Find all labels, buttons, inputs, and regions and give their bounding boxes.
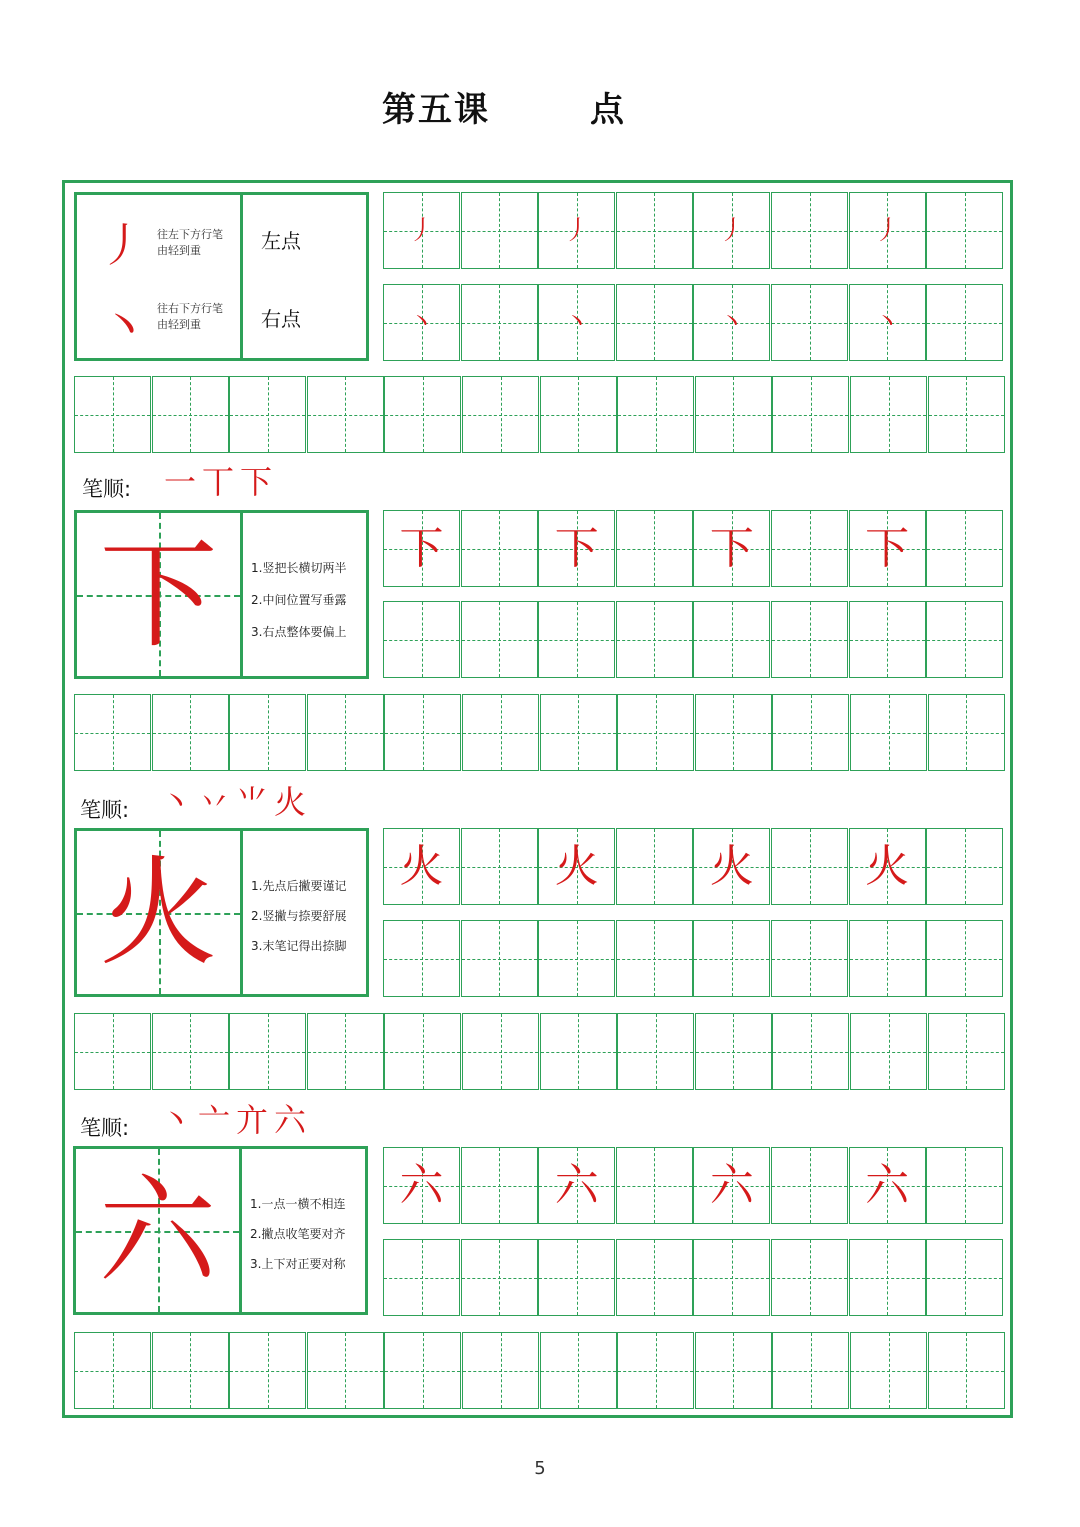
practice-grid-row	[74, 694, 1005, 771]
page-number: 5	[534, 1458, 546, 1479]
practice-cell[interactable]	[462, 1332, 539, 1409]
practice-cell[interactable]	[693, 284, 770, 361]
practice-cell[interactable]	[616, 920, 693, 997]
practice-cell[interactable]	[462, 1013, 539, 1090]
practice-cell[interactable]	[693, 510, 770, 587]
practice-cell[interactable]	[383, 920, 460, 997]
stroke-demo-box	[74, 192, 243, 361]
trace-character: 下	[554, 522, 599, 574]
practice-cell[interactable]	[772, 694, 849, 771]
practice-cell[interactable]	[849, 601, 926, 678]
tip-huo-3: 3.末笔记得出捺脚	[251, 939, 347, 953]
bishun-steps-xia: 一丅下	[164, 463, 279, 501]
practice-cell[interactable]	[74, 1013, 151, 1090]
bishun-label-xia: 笔顺:	[82, 477, 132, 501]
practice-cell[interactable]	[771, 510, 848, 587]
practice-cell[interactable]	[849, 510, 926, 587]
practice-cell[interactable]	[926, 920, 1003, 997]
trace-character: 丿	[718, 215, 745, 246]
hint-left-line1: 往左下方行笔	[157, 228, 223, 241]
practice-cell[interactable]	[928, 1332, 1005, 1409]
practice-grid-row	[383, 601, 1004, 678]
practice-grid-row	[74, 376, 1005, 453]
practice-cell[interactable]	[384, 1013, 461, 1090]
tip-liu-1: 1.一点一横不相连	[250, 1197, 346, 1211]
stroke-name-right: 右点	[261, 307, 301, 331]
practice-cell[interactable]	[926, 510, 1003, 587]
practice-cell[interactable]	[771, 1239, 848, 1316]
trace-character: 丿	[563, 215, 590, 246]
practice-cell[interactable]	[616, 192, 693, 269]
trace-character: 火	[554, 840, 599, 892]
practice-cell[interactable]	[461, 920, 538, 997]
practice-cell[interactable]	[538, 828, 615, 905]
tips-box-xia	[240, 510, 369, 679]
practice-cell[interactable]	[538, 284, 615, 361]
practice-cell[interactable]	[771, 192, 848, 269]
practice-cell[interactable]	[461, 828, 538, 905]
trace-character: 六	[399, 1159, 444, 1211]
practice-cell[interactable]	[229, 1013, 306, 1090]
model-char-huo: 火	[99, 843, 218, 982]
trace-character: 下	[399, 522, 444, 574]
practice-cell[interactable]	[307, 1013, 384, 1090]
practice-grid-row	[383, 920, 1004, 997]
practice-cell[interactable]	[461, 510, 538, 587]
practice-cell[interactable]	[74, 694, 151, 771]
practice-cell[interactable]	[693, 1147, 770, 1224]
practice-cell[interactable]	[849, 828, 926, 905]
practice-cell[interactable]	[772, 376, 849, 453]
practice-grid-row	[383, 1147, 1004, 1224]
practice-cell[interactable]	[384, 1332, 461, 1409]
practice-cell[interactable]	[540, 1013, 617, 1090]
practice-cell[interactable]	[850, 376, 927, 453]
practice-cell[interactable]	[384, 376, 461, 453]
trace-character: 火	[865, 840, 910, 892]
trace-character: 丶	[408, 307, 435, 338]
practice-cell[interactable]	[540, 1332, 617, 1409]
practice-cell[interactable]	[307, 376, 384, 453]
practice-cell[interactable]	[771, 284, 848, 361]
hint-right-line1: 往右下方行笔	[157, 302, 223, 315]
practice-cell[interactable]	[152, 376, 229, 453]
bishun-label-huo: 笔顺:	[80, 798, 130, 822]
practice-grid-row	[74, 1013, 1005, 1090]
tip-xia-3: 3.右点整体要偏上	[251, 625, 347, 639]
practice-cell[interactable]	[538, 192, 615, 269]
left-dot-glyph: 丿	[99, 218, 145, 272]
practice-cell[interactable]	[617, 376, 694, 453]
bishun-steps-liu: 丶亠亣六	[160, 1101, 313, 1139]
lesson-topic: 点	[590, 90, 626, 130]
practice-cell[interactable]	[926, 284, 1003, 361]
trace-character: 下	[709, 522, 754, 574]
practice-cell[interactable]	[850, 1332, 927, 1409]
tip-xia-2: 2.中间位置写垂露	[251, 593, 347, 607]
practice-cell[interactable]	[693, 828, 770, 905]
practice-cell[interactable]	[926, 192, 1003, 269]
right-dot-glyph: 丶	[99, 298, 149, 356]
practice-cell[interactable]	[616, 284, 693, 361]
practice-cell[interactable]	[617, 694, 694, 771]
practice-cell[interactable]	[461, 192, 538, 269]
practice-cell[interactable]	[928, 376, 1005, 453]
practice-cell[interactable]	[461, 1147, 538, 1224]
practice-cell[interactable]	[538, 1239, 615, 1316]
model-char-xia: 下	[99, 525, 218, 664]
practice-cell[interactable]	[693, 1239, 770, 1316]
trace-character: 六	[709, 1159, 754, 1211]
practice-cell[interactable]	[461, 1239, 538, 1316]
model-char-liu: 六	[98, 1161, 217, 1300]
practice-cell[interactable]	[695, 1013, 772, 1090]
practice-cell[interactable]	[928, 694, 1005, 771]
practice-cell[interactable]	[926, 828, 1003, 905]
hint-left-line2: 由轻到重	[157, 244, 201, 257]
practice-cell[interactable]	[616, 1147, 693, 1224]
stroke-name-left: 左点	[261, 229, 301, 253]
practice-cell[interactable]	[695, 1332, 772, 1409]
tip-huo-1: 1.先点后撇要谨记	[251, 879, 347, 893]
model-char-box-huo	[74, 828, 243, 997]
practice-cell[interactable]	[540, 694, 617, 771]
practice-grid-row	[383, 1239, 1004, 1316]
practice-cell[interactable]	[771, 601, 848, 678]
practice-cell[interactable]	[152, 1332, 229, 1409]
practice-grid-row	[383, 828, 1004, 905]
practice-cell[interactable]	[616, 510, 693, 587]
practice-cell[interactable]	[693, 192, 770, 269]
practice-cell[interactable]	[229, 1332, 306, 1409]
practice-cell[interactable]	[384, 694, 461, 771]
tip-huo-2: 2.竖撇与捺要舒展	[251, 909, 347, 923]
practice-cell[interactable]	[772, 1013, 849, 1090]
practice-cell[interactable]	[229, 376, 306, 453]
stroke-name-box	[240, 192, 369, 361]
practice-cell[interactable]	[383, 828, 460, 905]
trace-character: 丶	[874, 307, 901, 338]
practice-cell[interactable]	[617, 1013, 694, 1090]
lesson-title: 第五课	[382, 90, 490, 130]
tips-box-huo	[240, 828, 369, 997]
practice-cell[interactable]	[926, 601, 1003, 678]
bishun-steps-huo: 丶丷⺌火	[160, 783, 313, 821]
practice-cell[interactable]	[462, 376, 539, 453]
practice-grid-row	[74, 1332, 1005, 1409]
practice-cell[interactable]	[307, 1332, 384, 1409]
trace-character: 六	[865, 1159, 910, 1211]
bishun-label-liu: 笔顺:	[80, 1116, 130, 1140]
hint-right-line2: 由轻到重	[157, 318, 201, 331]
trace-character: 丿	[408, 215, 435, 246]
practice-cell[interactable]	[74, 376, 151, 453]
practice-cell[interactable]	[383, 601, 460, 678]
practice-cell[interactable]	[229, 694, 306, 771]
practice-cell[interactable]	[695, 694, 772, 771]
practice-cell[interactable]	[772, 1332, 849, 1409]
practice-cell[interactable]	[616, 601, 693, 678]
tip-liu-2: 2.撇点收笔要对齐	[250, 1227, 346, 1241]
model-char-box-xia	[74, 510, 243, 679]
practice-cell[interactable]	[849, 1239, 926, 1316]
practice-cell[interactable]	[383, 1147, 460, 1224]
practice-cell[interactable]	[849, 920, 926, 997]
practice-cell[interactable]	[693, 601, 770, 678]
practice-cell[interactable]	[928, 1013, 1005, 1090]
tip-liu-3: 3.上下对正要对称	[250, 1257, 346, 1271]
practice-cell[interactable]	[849, 1147, 926, 1224]
practice-cell[interactable]	[538, 601, 615, 678]
practice-cell[interactable]	[538, 1147, 615, 1224]
trace-character: 下	[865, 522, 910, 574]
practice-cell[interactable]	[307, 694, 384, 771]
practice-cell[interactable]	[74, 1332, 151, 1409]
practice-cell[interactable]	[538, 920, 615, 997]
practice-cell[interactable]	[695, 376, 772, 453]
practice-cell[interactable]	[461, 284, 538, 361]
practice-cell[interactable]	[383, 510, 460, 587]
practice-cell[interactable]	[383, 1239, 460, 1316]
tips-box-liu	[239, 1146, 368, 1315]
trace-character: 火	[709, 840, 754, 892]
practice-cell[interactable]	[849, 192, 926, 269]
practice-cell[interactable]	[616, 1239, 693, 1316]
practice-cell[interactable]	[461, 601, 538, 678]
practice-grid-row	[383, 192, 1004, 269]
practice-cell[interactable]	[771, 828, 848, 905]
practice-cell[interactable]	[926, 1147, 1003, 1224]
practice-cell[interactable]	[850, 694, 927, 771]
practice-cell[interactable]	[383, 192, 460, 269]
trace-character: 丿	[874, 215, 901, 246]
trace-character: 六	[554, 1159, 599, 1211]
practice-cell[interactable]	[617, 1332, 694, 1409]
practice-cell[interactable]	[771, 1147, 848, 1224]
model-char-box-liu	[73, 1146, 242, 1315]
practice-cell[interactable]	[152, 1013, 229, 1090]
practice-cell[interactable]	[383, 284, 460, 361]
trace-character: 丶	[718, 307, 745, 338]
trace-character: 火	[399, 840, 444, 892]
practice-grid-row	[383, 284, 1004, 361]
practice-cell[interactable]	[538, 510, 615, 587]
practice-cell[interactable]	[850, 1013, 927, 1090]
practice-cell[interactable]	[849, 284, 926, 361]
practice-cell[interactable]	[462, 694, 539, 771]
practice-cell[interactable]	[926, 1239, 1003, 1316]
trace-character: 丶	[563, 307, 590, 338]
practice-cell[interactable]	[540, 376, 617, 453]
practice-cell[interactable]	[771, 920, 848, 997]
practice-cell[interactable]	[152, 694, 229, 771]
practice-cell[interactable]	[616, 828, 693, 905]
practice-grid-row	[383, 510, 1004, 587]
tip-xia-1: 1.竖把长横切两半	[251, 561, 347, 575]
practice-cell[interactable]	[693, 920, 770, 997]
